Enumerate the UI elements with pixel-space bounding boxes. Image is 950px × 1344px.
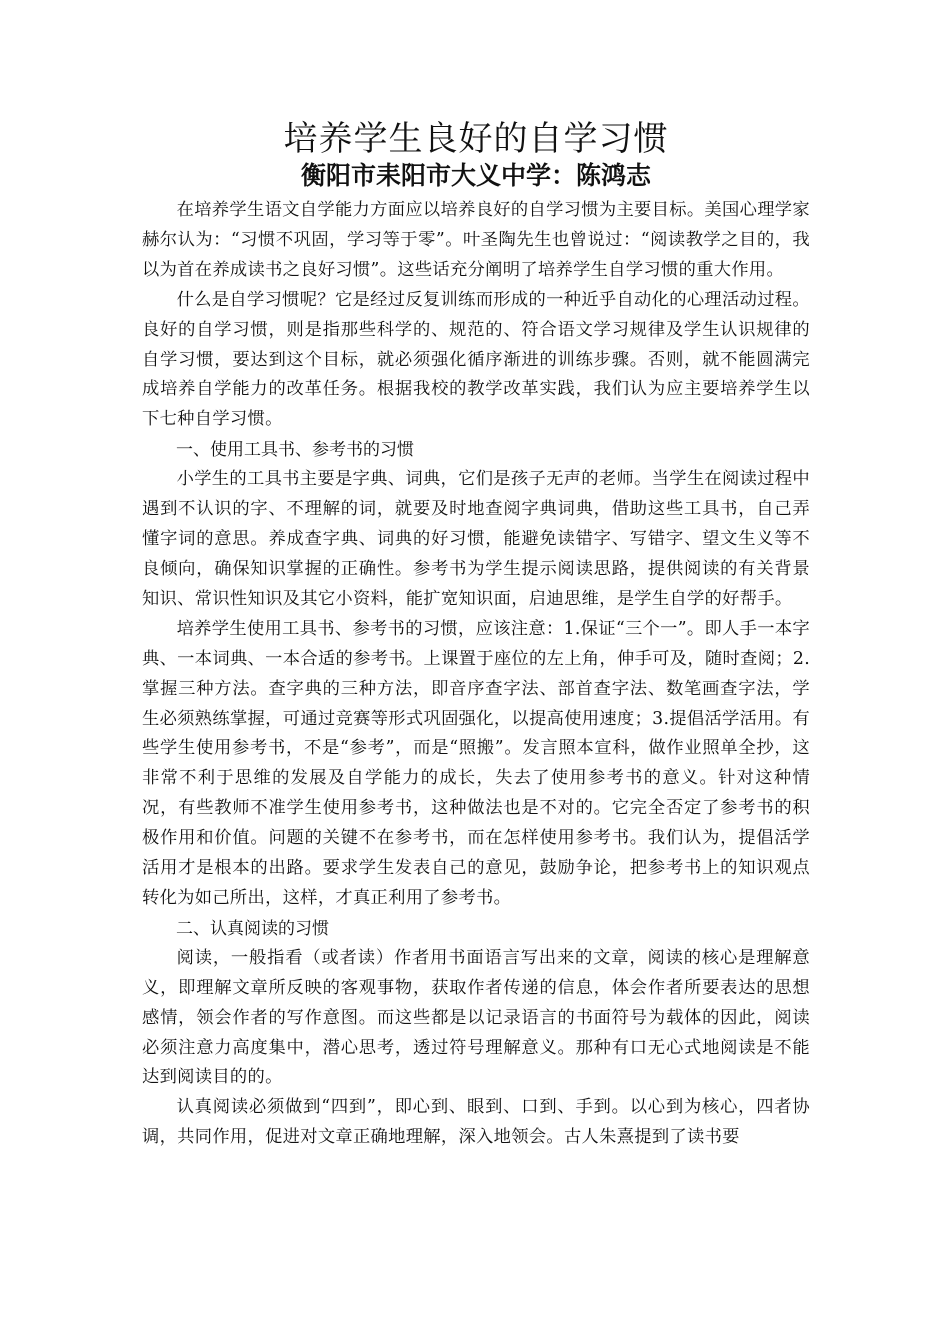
author-line: 衡阳市耒阳市大义中学：陈鸿志	[300, 161, 651, 190]
section-2-paragraph-1: 阅读，一般指看（或者读）作者用书面语言写出来的文章，阅读的核心是理解意义，即理解文章所反映的客观事物，获取作者传递的信息，体会作者所要表达的思想感情，领会作者的写作意图。而这些都是以记录语言的书面符号为载体的因此，阅读必须注意力高度集中，潜心思考，透过符号理解意义。那种有口无心式地阅读是不能达到阅读目的的。	[142, 947, 810, 1088]
intro-paragraph-2: 什么是自学习惯呢？它是经过反复训练而形成的一种近乎自动化的心理活动过程。良好的自学习惯，则是指那些科学的、规范的、符合语文学习规律及学生认识规律的自学习惯，要达到这个目标，就必须强化循序渐进的训练步骤。否则，就不能圆满完成培养自学能力的改革任务。根据我校的教学改革实践，我们认为应主要培养学生以下七种自学习惯。	[142, 289, 810, 430]
section-2-heading: 二、认真阅读的习惯	[176, 918, 329, 939]
document-title: 培养学生良好的自学习惯	[283, 119, 669, 159]
section-1-paragraph-2: 培养学生使用工具书、参考书的习惯，应该注意：1.保证“三个一”。即人手一本字典、一本词典、一本合适的参考书。上课置于座位的左上角，伸手可及，随时查阅；2.掌握三种方法。查字典的三种方法，即音序查字法、部首查字法、数笔画查字法，学生必须熟练掌握，可通过竞赛等形式巩固强化，以提高使用速度；3.提倡活学活用。有些学生使用参考书，不是“参考”，而是“照搬”。发言照本宣科，做作业照单全抄，这非常不利于思维的发展及自学能力的成长，失去了使用参考书的意义。针对这种情况，有些教师不准学生使用参考书，这种做法也是不对的。它完全否定了参考书的积极作用和价值。问题的关键不在参考书，而在怎样使用参考书。我们认为，提倡活学活用才是根本的出路。要求学生发表自己的意见，鼓励争论，把参考书上的知识观点转化为如己所出，这样，才真正利用了参考书。	[142, 618, 810, 908]
section-1-heading: 一、使用工具书、参考书的习惯	[176, 440, 414, 461]
intro-paragraph-1: 在培养学生语文自学能力方面应以培养良好的自学习惯为主要目标。美国心理学家赫尔认为：“习惯不巩固，学习等于零”。叶圣陶先生也曾说过：“阅读教学之目的，我以为首在养成读书之良好习惯”。这些话充分阐明了培养学生自学习惯的重大作用。	[142, 200, 810, 280]
section-1-paragraph-1: 小学生的工具书主要是字典、词典，它们是孩子无声的老师。当学生在阅读过程中遇到不认识的字、不理解的词，就要及时地查阅字典词典，借助这些工具书，自己弄懂字词的意思。养成查字典、词典的好习惯，能避免读错字、写错字、望文生义等不良倾向，确保知识掌握的正确性。参考书为学生提示阅读思路，提供阅读的有关背景知识、常识性知识及其它小资料，能扩宽知识面，启迪思维，是学生自学的好帮手。	[142, 469, 810, 609]
section-2-paragraph-2: 认真阅读必须做到“四到”，即心到、眼到、口到、手到。以心到为核心，四者协调，共同作用，促进对文章正确地理解，深入地领会。古人朱熹提到了读书要	[142, 1097, 810, 1148]
